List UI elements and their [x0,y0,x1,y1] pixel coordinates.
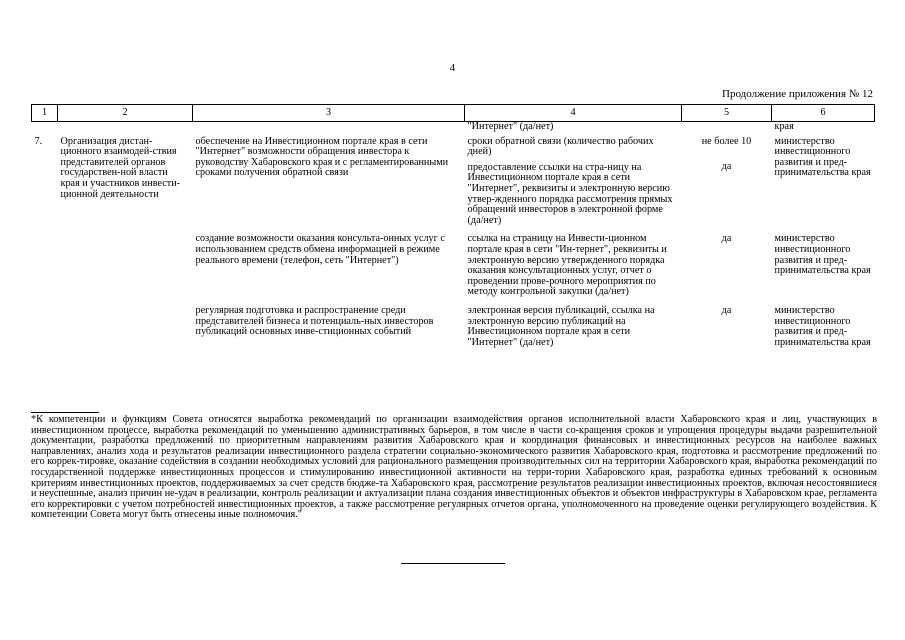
indicator-cell [465,133,682,227]
carryover-responsible: края [774,121,794,132]
indicator-value: да [721,233,732,245]
header-col-3: 3 [193,105,465,122]
item-number: 7. [34,135,43,147]
indicator-cell: электронная версия публикаций, ссылка на электронную версию публикаций на Инвестиционном портале края в сети "Интернет" (да/нет) [467,304,655,348]
header-col-2: 2 [58,105,193,122]
header-col-6: 6 [772,105,875,122]
continuation-label: Продолжение приложения № 12 [722,88,873,100]
footnote-separator [31,412,99,413]
measure-cell: обеспечение на Инвестиционном портале края в сети "Интернет" возможности обращения инвестора к руководству Хабаровского края и с регламентированными сроками получения обратной связи [195,135,449,179]
responsible-cell: министерство инвестиционного развития и пред-принимательства края [774,304,871,348]
indicator-value: не более 10 [701,135,752,147]
table-row [32,133,875,227]
page-number: 4 [449,62,456,74]
end-separator [401,563,505,564]
item-name: Организация дистан-ционного взаимодей-ствия представителей органов государствен-ной власти края и участников инвести-ционной деятельности [60,135,181,200]
footnote-text: *К компетенции и функциям Совета относятся выработка рекомендаций по организации взаимодействия органов исполнительной власти Хабаровского края и лиц, участвующих в инвестиционном процессе, выработка рекомендаций по уменьшению административных барьеров, в том числе в части со-кращения сроков и упрощения процедуры выдачи разрешительной документации, разработка предложений по приоритетным направлениям развития Хабаровского края и координация финансовых и инвестиционных ресурсов на наиболее важных направлениях, анализ хода и результатов реализации инвестиционного раздела стратегии социально-экономического развития Хабаровского края, подготовка и рассмотрение предложений по его коррек-тировке, оказание содействия в создании необходимых условий для рационального размещения производительных сил на территории Хабаровского края, выработка рекомендаций по государственной поддержке инвестиционных процессов и стимулированию инвестиционной активности на терри-тории Хабаровского края, разработка единых требований к основным критериям инвестиционных проектов, поддерживаемых за счет средств бюдже-та Хабаровского края, рассмотрение результатов реализации инвестиционных проектов, включая несостоявшиеся и неуспешные, анализ причин не-удач в реализации, контроль реализации и актуализации плана создания инвестиционных объектов и объектов инфраструктуры в Хабаровском крае, регламента его корректировки с учетом потребностей инвестиционных проектов, а также рассмотрение регулярных отчетов органа, уполномоченного на проведение оценки регулирующего воздействия. К компетенции Совета могут быть отнесены иные полномочия." [31,414,877,521]
measure-cell: создание возможности оказания консульта-онных услуг с использованием средств обмена информацией в режиме реального времени (телефон, сеть "Интернет") [195,233,445,266]
carryover-indicator: "Интернет" (да/нет) [467,121,554,132]
header-col-1: 1 [32,105,58,122]
carryover-row [32,122,875,133]
appendix-table [31,104,875,348]
indicator-text: предоставление ссылки на стра-ницу на Инвестиционном портале края в сети "Интернет", реквизиты и электронную версию утвер-жденного порядка рассмотрения прямых обращений инвесторов в электронной форме (да/нет) [467,161,673,226]
responsible-cell: министерство инвестиционного развития и пред-принимательства края [774,233,871,277]
indicator-value: да [721,304,732,316]
measure-cell: регулярная подготовка и распространение среди представителей бизнеса и потенциаль-ных инвесторов публикаций основных инве-стиционных событий [195,304,434,338]
header-col-5: 5 [682,105,772,122]
value-cell [682,133,772,227]
indicator-text: сроки обратной связи (количество рабочих дней) [467,135,654,158]
indicator-value: да [721,161,732,173]
responsible-cell: министерство инвестиционного развития и пред-принимательства края [774,135,871,179]
indicator-cell: ссылка на страницу на Инвести-ционном портале края в сети "Ин-тернет", реквизиты и электронную версию утвержденного порядка оказания консультационных услуг, отчет о проведении прове-рочного мероприятия по методу контрольной закупки (да/нет) [467,233,667,298]
table-header-row [32,105,875,122]
header-col-4: 4 [465,105,682,122]
